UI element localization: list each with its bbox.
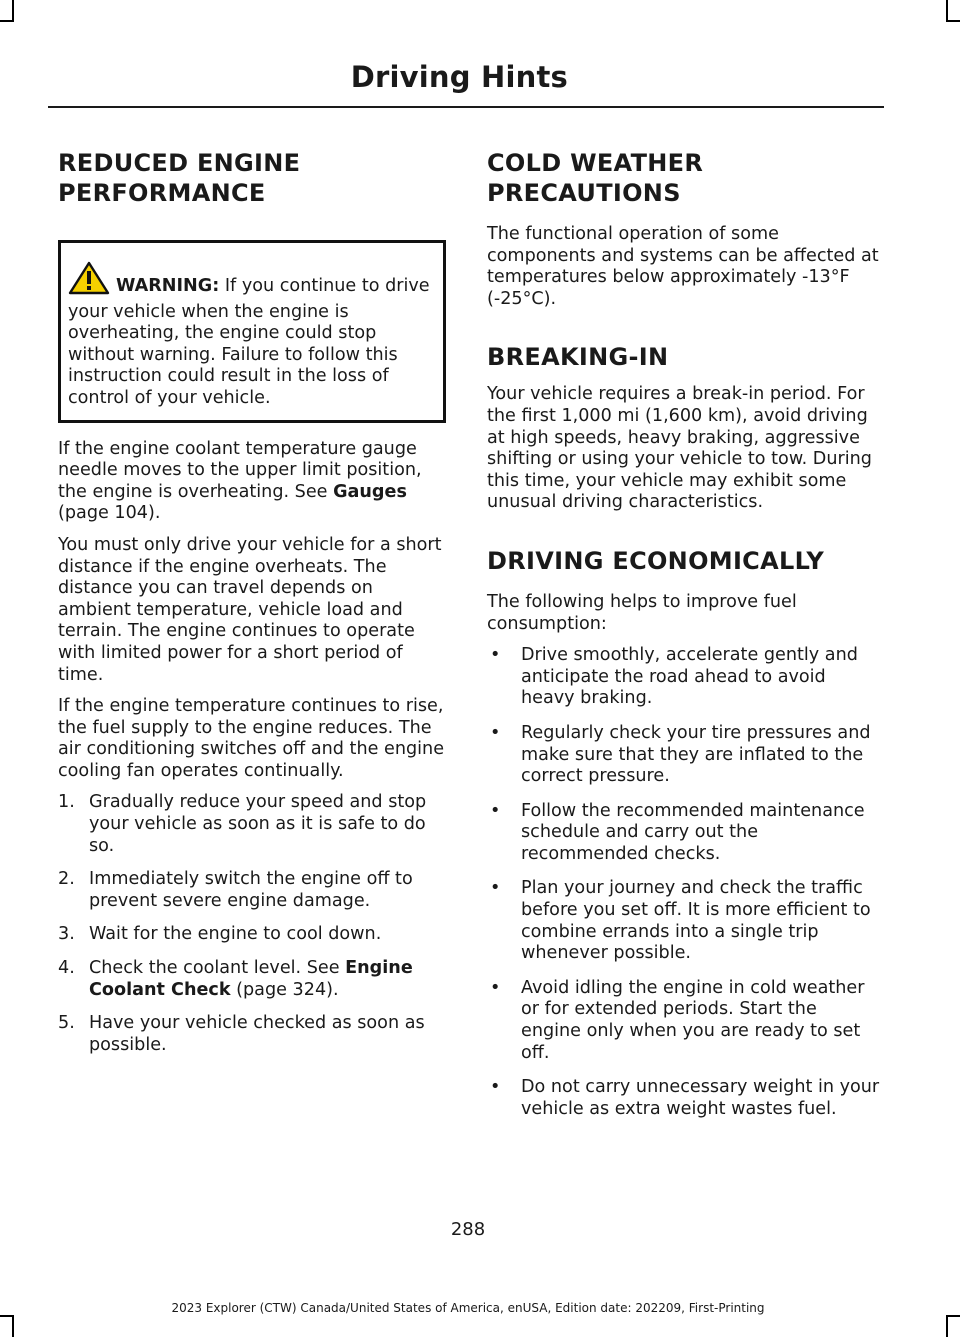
section-heading-reduced-engine: [58, 148, 446, 208]
list-item: [487, 645, 880, 710]
step-number: 1.: [58, 792, 75, 813]
page-header-title: Driving Hints: [350, 60, 568, 94]
crop-mark: [12, 1315, 14, 1337]
bullet: •: [490, 800, 501, 821]
list-item: [58, 924, 446, 946]
bullet: •: [490, 645, 501, 666]
page-ref: (page 104).: [58, 503, 161, 524]
warning-triangle-icon: [68, 261, 110, 302]
step-number: 2.: [58, 869, 75, 890]
bullet: •: [490, 878, 501, 899]
crop-mark: [946, 20, 960, 22]
paragraph: Your vehicle requires a break-in period. For the first 1,000 mi (1,600 km), avoid driving at high speeds, heavy braking, aggressive shifting or using your vehicle to tow. During this time, your vehicle may exhibit some unusual driving characteristics.: [487, 384, 872, 513]
step-text: Have your vehicle checked as soon as possible.: [89, 1013, 425, 1055]
bullet: •: [490, 977, 501, 998]
tip-text: Do not carry unnecessary weight in your vehicle as extra weight wastes fuel.: [521, 1077, 880, 1119]
heading-line: COLD WEATHER: [487, 149, 704, 177]
list-item: [487, 978, 880, 1064]
list-item: [487, 1077, 880, 1120]
header-divider: [48, 106, 884, 108]
paragraph: The functional operation of some components and systems can be affected at temperatures below approximately -13°F (-25°C).: [487, 224, 879, 309]
crop-mark: [946, 0, 948, 22]
step-text: Immediately switch the engine off to prevent severe engine damage.: [89, 869, 413, 911]
heading-line: REDUCED ENGINE: [58, 149, 301, 177]
step-text: Check the coolant level. See: [89, 958, 346, 979]
step-text: Gradually reduce your speed and stop your vehicle as soon as it is safe to do so.: [89, 792, 427, 856]
paragraph: If the engine temperature continues to rise, the fuel supply to the engine reduces. The air conditioning switches off and the engine cooling fan operates continually.: [58, 696, 445, 781]
crop-mark: [0, 20, 14, 22]
paragraph: The following helps to improve fuel consumption:: [487, 591, 797, 634]
paragraph-text: If the engine coolant temperature gauge needle moves to the upper limit position, the engine is overheating. See: [58, 438, 422, 502]
section-heading-driving-economically: DRIVING ECONOMICALLY: [487, 546, 825, 575]
warning-text: [68, 261, 436, 410]
economy-tips-list: [487, 645, 880, 1120]
list-item: [58, 958, 446, 1001]
step-number: 3.: [58, 924, 75, 945]
heading-line: PERFORMANCE: [58, 179, 266, 207]
paragraph: [58, 439, 446, 525]
crop-mark: [0, 1315, 14, 1317]
right-column: [487, 148, 880, 1133]
list-item: [58, 792, 446, 857]
left-column: [58, 148, 446, 1068]
crop-mark: [946, 1315, 948, 1337]
warning-box: [58, 240, 446, 423]
section-heading-breaking-in: BREAKING-IN: [487, 343, 669, 372]
footer-edition-info: 2023 Explorer (CTW) Canada/United States of America, enUSA, Edition date: 202209, First-Printing: [171, 1301, 765, 1315]
tip-text: Avoid idling the engine in cold weather or for extended periods. Start the engine only when you are ready to set off.: [521, 977, 865, 1063]
crop-mark: [946, 1315, 960, 1317]
steps-list: [58, 792, 446, 1056]
paragraph: You must only drive your vehicle for a short distance if the engine overheats. The distance you can travel depends on ambient temperature, vehicle load and terrain. The engine continues to operate with limited power for a short period of time.: [58, 534, 442, 685]
section-heading-cold-weather: [487, 148, 880, 208]
page-ref: (page 324).: [230, 979, 339, 1000]
list-item: [487, 801, 880, 866]
list-item: [58, 869, 446, 912]
list-item: [487, 878, 880, 964]
tip-text: Plan your journey and check the traffic before you set off. It is more efficient to combine errands into a single trip whenever possible.: [521, 878, 871, 964]
list-item: [58, 1013, 446, 1056]
bullet: •: [490, 1077, 501, 1098]
warning-label: WARNING:: [116, 276, 220, 296]
tip-text: Follow the recommended maintenance schedule and carry out the recommended checks.: [521, 800, 865, 864]
crop-mark: [12, 0, 14, 22]
step-number: 5.: [58, 1013, 75, 1034]
step-text: Wait for the engine to cool down.: [89, 924, 382, 945]
warning-body: If you continue to drive your vehicle when the engine is overheating, the engine could stop without warning. Failure to follow this instruction could result in the loss of control of your vehicle.: [68, 276, 430, 408]
heading-line: PRECAUTIONS: [487, 179, 681, 207]
bullet: •: [490, 722, 501, 743]
tip-text: Drive smoothly, accelerate gently and anticipate the road ahead to avoid heavy braking.: [521, 645, 858, 709]
step-number: 4.: [58, 958, 75, 979]
tip-text: Regularly check your tire pressures and make sure that they are inflated to the correct pressure.: [521, 722, 871, 787]
page-number: 288: [450, 1219, 486, 1240]
engine-coolant-check-link[interactable]: Engine Coolant Check: [89, 958, 413, 1000]
list-item: [487, 723, 880, 788]
gauges-link[interactable]: Gauges: [333, 481, 407, 502]
